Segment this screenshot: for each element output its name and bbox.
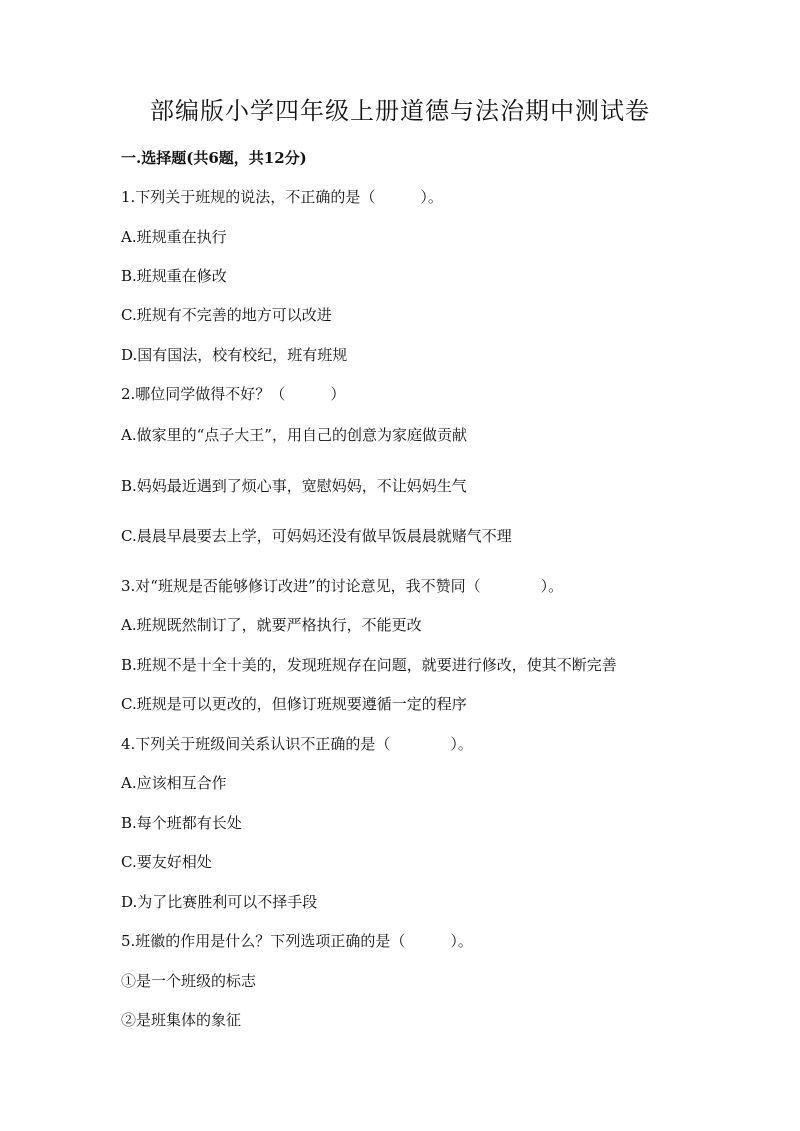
- option-2c: C.晨晨早晨要去上学，可妈妈还没有做早饭晨晨就赌气不理: [121, 527, 512, 545]
- section-heading: 一.选择题(共6题，共12分): [121, 149, 307, 167]
- option-2b: B.妈妈最近遇到了烦心事，宽慰妈妈，不让妈妈生气: [121, 477, 467, 495]
- statement-5-2: ②是班集体的象征: [121, 1011, 242, 1029]
- option-1d: D.国有国法，校有校纪，班有班规: [121, 346, 348, 364]
- statement-5-1: ①是一个班级的标志: [121, 972, 257, 990]
- question-2: 2.哪位同学做得不好？（ ）: [121, 385, 346, 403]
- option-1c: C.班规有不完善的地方可以改进: [121, 306, 332, 324]
- question-5: 5.班徽的作用是什么？下列选项正确的是（ ）。: [121, 932, 473, 950]
- option-3c: C.班规是可以更改的，但修订班规要遵循一定的程序: [121, 695, 467, 713]
- question-4: 4.下列关于班级间关系认识不正确的是（ ）。: [121, 735, 473, 753]
- page-title: 部编版小学四年级上册道德与法治期中测试卷: [150, 97, 650, 125]
- option-3b: B.班规不是十全十美的，发现班规存在问题，就要进行修改，使其不断完善: [121, 656, 617, 674]
- option-3a: A.班规既然制订了，就要严格执行，不能更改: [121, 616, 422, 634]
- option-4b: B.每个班都有长处: [121, 814, 242, 832]
- option-4a: A.应该相互合作: [121, 774, 227, 792]
- option-4d: D.为了比赛胜利可以不择手段: [121, 893, 318, 911]
- question-1: 1.下列关于班规的说法，不正确的是（ ）。: [121, 188, 443, 206]
- option-4c: C.要友好相处: [121, 853, 212, 871]
- question-3: 3.对“班规是否能够修订改进”的讨论意见，我不赞同（ ）。: [121, 577, 564, 595]
- option-1b: B.班规重在修改: [121, 267, 227, 285]
- option-2a: A.做家里的“点子大王”，用自己的创意为家庭做贡献: [121, 426, 467, 444]
- option-1a: A.班规重在执行: [121, 228, 227, 246]
